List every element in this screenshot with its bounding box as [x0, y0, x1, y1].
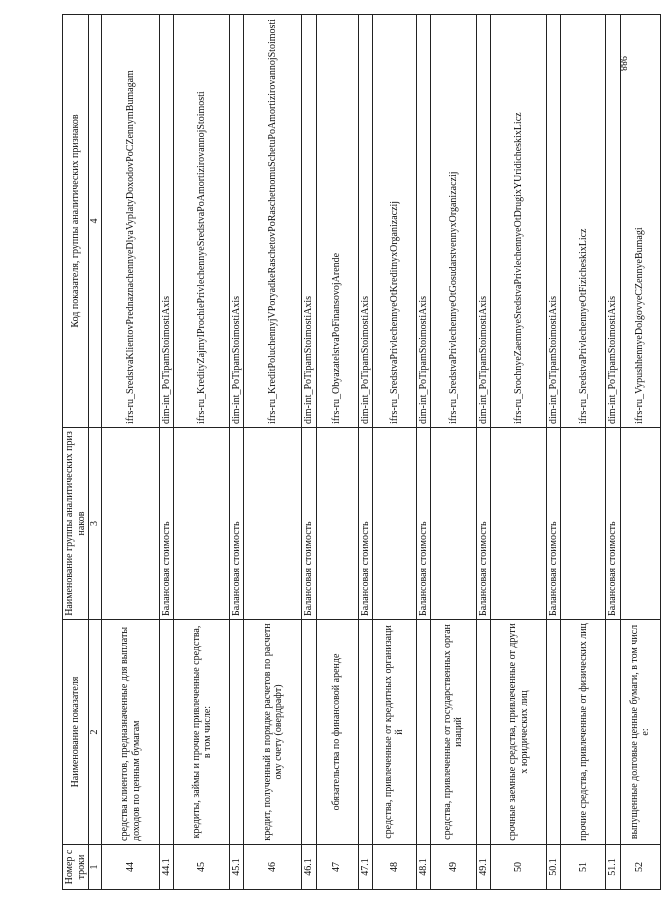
- indicator-name: [606, 620, 620, 845]
- indicator-code: ifrs-ru_SredstvaPrivlechennyeOtKreditnyxOrganizaczij: [372, 15, 416, 428]
- row-number: 45.1: [230, 845, 244, 890]
- table-row: [358, 15, 372, 890]
- row-number: 49.1: [476, 845, 490, 890]
- page-number-text: 988: [616, 55, 628, 71]
- column-number: 1: [89, 845, 102, 890]
- group-name: Балансовая стоимость: [160, 428, 174, 620]
- table-row: [244, 15, 302, 890]
- indicator-code: dim-int_PoTipamStoimostiAxis: [476, 15, 490, 428]
- group-name: [620, 428, 660, 620]
- header-indicator-code: Код показателя, группы аналитических признаков: [63, 15, 89, 428]
- indicator-code: dim-int_PoTipamStoimostiAxis: [416, 15, 430, 428]
- table-row: [561, 15, 606, 890]
- table-header-row: [63, 15, 89, 890]
- row-number: 44.1: [160, 845, 174, 890]
- table-row: [416, 15, 430, 890]
- header-indicator-name: Наименование показателя: [63, 620, 89, 845]
- indicator-code: dim-int_PoTipamStoimostiAxis: [230, 15, 244, 428]
- row-number: 46.1: [302, 845, 316, 890]
- group-name: Балансовая стоимость: [230, 428, 244, 620]
- indicator-name: [302, 620, 316, 845]
- indicator-name: кредит, полученный в порядке расчетов по расчетному счету (овердрафт): [244, 620, 302, 845]
- group-name: [491, 428, 547, 620]
- indicator-name: [476, 620, 490, 845]
- table-row: [476, 15, 490, 890]
- group-name: [102, 428, 160, 620]
- row-number: 49: [430, 845, 476, 890]
- indicator-code: dim-int_PoTipamStoimostiAxis: [160, 15, 174, 428]
- group-name: Балансовая стоимость: [547, 428, 561, 620]
- row-number: 50: [491, 845, 547, 890]
- header-group-name: Наименование группы аналитических признаков: [63, 428, 89, 620]
- header-row-number: Номер строки: [63, 845, 89, 890]
- indicator-name: [358, 620, 372, 845]
- table-row: [606, 15, 620, 890]
- indicator-name: выпущенные долговые ценные бумаги, в том числе:: [620, 620, 660, 845]
- indicator-name: [160, 620, 174, 845]
- column-number-row: [89, 15, 102, 890]
- row-number: 47.1: [358, 845, 372, 890]
- indicator-name: прочие средства, привлеченные от физических лиц: [561, 620, 606, 845]
- table-row: [302, 15, 316, 890]
- indicator-name: средства клиентов, предназначенные для выплаты доходов по ценным бумагам: [102, 620, 160, 845]
- indicator-code: ifrs-ru_KredityZajmyIProchiePrivlechennyeSredstvaPoAmortizirovannojStoimosti: [174, 15, 230, 428]
- indicator-code: dim-int_PoTipamStoimostiAxis: [606, 15, 620, 428]
- group-name: [561, 428, 606, 620]
- indicator-table: [62, 14, 661, 890]
- row-number: 50.1: [547, 845, 561, 890]
- group-name: Балансовая стоимость: [476, 428, 490, 620]
- row-number: 44: [102, 845, 160, 890]
- table-row: [160, 15, 174, 890]
- indicator-code: dim-int_PoTipamStoimostiAxis: [302, 15, 316, 428]
- indicator-code: ifrs-ru_ObyazatelstvaPoFinansovojArende: [316, 15, 358, 428]
- row-number: 51.1: [606, 845, 620, 890]
- group-name: Балансовая стоимость: [416, 428, 430, 620]
- table-row: [174, 15, 230, 890]
- indicator-name: [230, 620, 244, 845]
- indicator-code: ifrs-ru_VypushhennyeDolgovyeCZennyeBumagi: [620, 15, 660, 428]
- column-number: 4: [89, 15, 102, 428]
- table-row: [620, 15, 660, 890]
- indicator-name: [416, 620, 430, 845]
- group-name: [430, 428, 476, 620]
- table-row: [230, 15, 244, 890]
- indicator-name: средства, привлеченные от кредитных организаций: [372, 620, 416, 845]
- indicator-code: ifrs-ru_SrochnyeZaemnyeSredstvaPrivlechennyeOtDrugixYUridicheskixLicz: [491, 15, 547, 428]
- indicator-code: ifrs-ru_SredstvaKlientovPrednaznachennyeDlyaVyplatyDoxodovPoCZennymBumagam: [102, 15, 160, 428]
- row-number: 48.1: [416, 845, 430, 890]
- column-number: 3: [89, 428, 102, 620]
- row-number: 52: [620, 845, 660, 890]
- group-name: [316, 428, 358, 620]
- column-number: 2: [89, 620, 102, 845]
- indicator-code: ifrs-ru_SredstvaPrivlechennyeOtFizicheskixLicz: [561, 15, 606, 428]
- indicator-code: ifrs-ru_KreditPoluchennyjVPoryadkeRaschetovPoRaschetnomuSchetuPoAmortizirovannojStoimosti: [244, 15, 302, 428]
- group-name: [244, 428, 302, 620]
- group-name: Балансовая стоимость: [302, 428, 316, 620]
- indicator-code: dim-int_PoTipamStoimostiAxis: [547, 15, 561, 428]
- row-number: 48: [372, 845, 416, 890]
- indicator-code: ifrs-ru_SredstvaPrivlechennyeOtGosudarstvennyxOrganizaczij: [430, 15, 476, 428]
- row-number: 51: [561, 845, 606, 890]
- row-number: 47: [316, 845, 358, 890]
- table-row: [316, 15, 358, 890]
- group-name: [372, 428, 416, 620]
- row-number: 45: [174, 845, 230, 890]
- table-row: [102, 15, 160, 890]
- indicator-name: обязательства по финансовой аренде: [316, 620, 358, 845]
- indicator-name: срочные заемные средства, привлеченные от других юридических лиц: [491, 620, 547, 845]
- indicator-name: средства, привлеченные от государственных организаций: [430, 620, 476, 845]
- group-name: Балансовая стоимость: [606, 428, 620, 620]
- table-row: [491, 15, 547, 890]
- table-row: [547, 15, 561, 890]
- table-row: [430, 15, 476, 890]
- table-row: [372, 15, 416, 890]
- indicator-name: [547, 620, 561, 845]
- row-number: 46: [244, 845, 302, 890]
- group-name: Балансовая стоимость: [358, 428, 372, 620]
- indicator-name: кредиты, займы и прочие привлеченные средства, в том числе:: [174, 620, 230, 845]
- group-name: [174, 428, 230, 620]
- indicator-code: dim-int_PoTipamStoimostiAxis: [358, 15, 372, 428]
